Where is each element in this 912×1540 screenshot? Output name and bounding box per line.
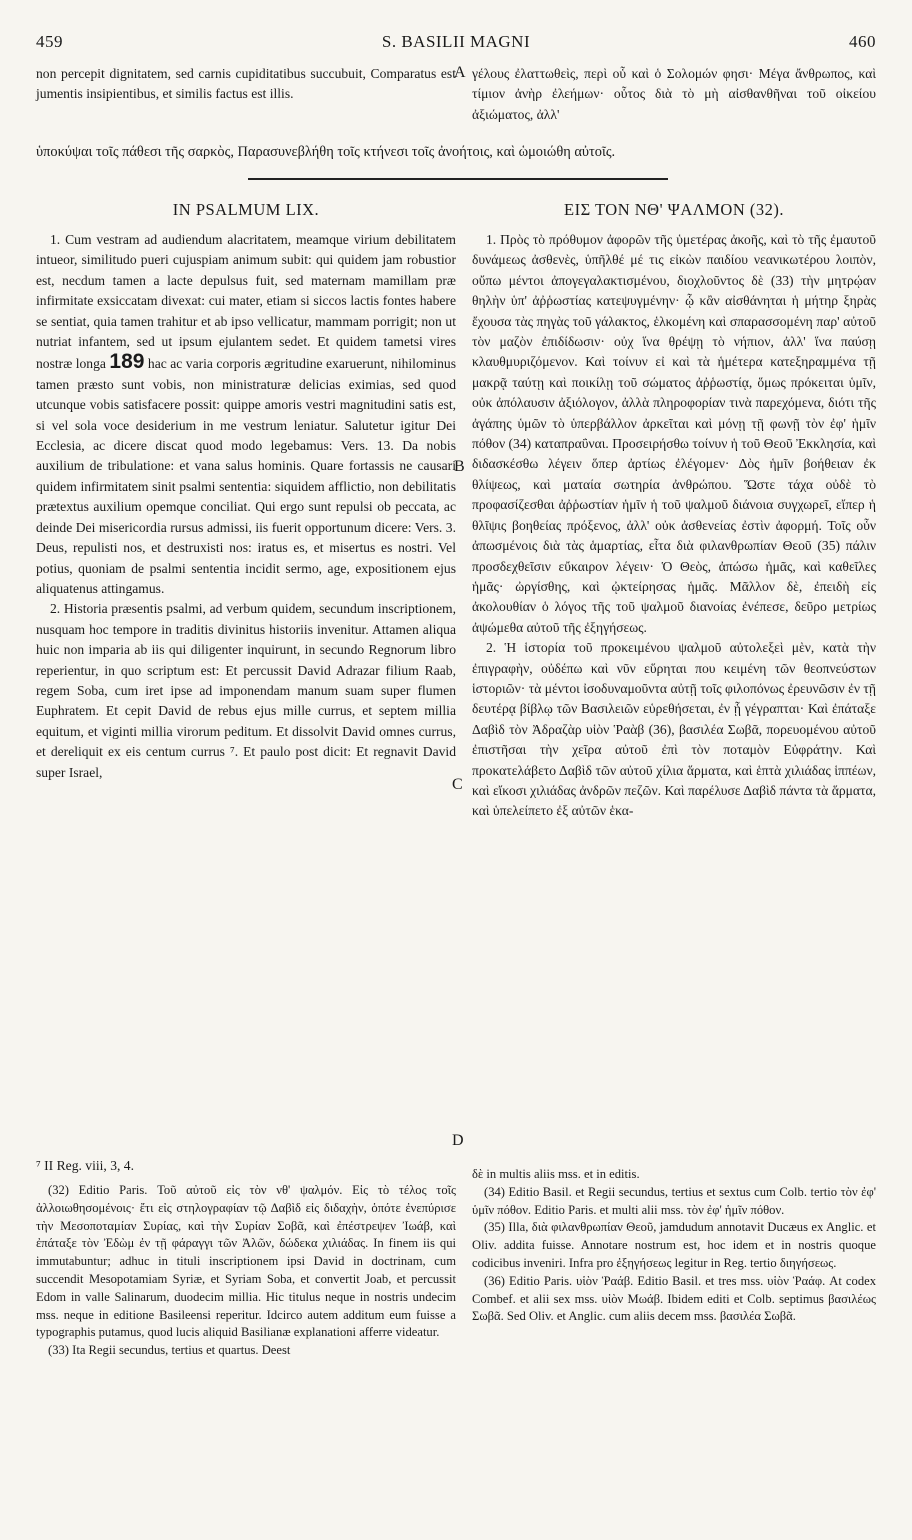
margin-marker-d: D xyxy=(452,1132,464,1149)
margin-marker-a: A xyxy=(454,64,466,81)
section-divider xyxy=(248,178,668,180)
margin-marker-c: C xyxy=(452,776,463,793)
notes-left xyxy=(36,1182,456,1360)
note-32: (32) Editio Paris. Τοῦ αὐτοῦ εἰς τὸν νθ' ψαλμόν. Εἰς τὸ τέλος τοῖς ἀλλοιωθησομένοις· ἔτι εἰς στηλογραφίαν τῷ Δαβὶδ εἰς διδαχὴν, ὁπότε ἐνεπύρισε τὴν Μεσοποταμίαν Συρίας, καὶ τὴν Συρίαν Σοβᾶ, καὶ ἐπέστρεψεν Ἰωάβ, καὶ ἐπάταξε τὸν Ἐδὼμ ἐν τῇ φάραγγι τῶν Ἀλῶν, δώδεκα χιλιάδας. In finem iis qui immutabuntur; adhuc in tituli inscriptionem ipsi David in doctrinam, cum succendit Mesopotamiam Syriæ, et Syriam Soba, et convertit Joab, et percussit Edom in valle Salinarum, duodecim millia. Hic titulus neque in nostris undecim mss. neque in editione Basileensi reperitur. Idcirco autem additum eum fuisse a typographis putamus, quod lucis aliquid Basilianæ explanationi afferre videatur. xyxy=(36,1183,456,1340)
latin-paragraph-1 xyxy=(36,230,456,599)
greek-paragraph-2: 2. Ἡ ἱστορία τοῦ προκειμένου ψαλμοῦ αὐτολεξεὶ μὲν, κατὰ τὴν ἐπιγραφὴν, οὐδέπω καὶ νῦν εὕρηται που κειμένη τῶν θεοπνεύστων ἱστοριῶν· τὰ μέντοι ἰσοδυναμοῦντα αὐτῇ τοῖς φιλοπόνως ἐρευνῶσιν ἐν τῇ δευτέρᾳ βίβλῳ τῶν Βασιλειῶν εὑρεθήσεται, ἐν ᾗ γέγραπται· Καὶ ἐπάταξε Δαβὶδ τὸν Ἀδραζὰρ υἱὸν Ῥαὰβ (36), βασιλέα Σωβᾶ, πορευομένου αὐτοῦ ἐπιστῆσαι τὴν χεῖρα αὐτοῦ ἐπὶ τὸν ποταμὸν Εὐφράτην. Καὶ προκατελάβετο Δαβὶδ τῶν αὐτοῦ χίλια ἅρματα, καὶ ἑπτὰ χιλιάδας ἱππέων, καὶ εἴκοσι χιλιάδας ἀνδρῶν πεζῶν. Καὶ παρέλυσε Δαβὶδ πάντα τὰ ἅρματα, καὶ ὑπελείπετο ἐξ αὐτῶν ἑκα- xyxy=(472,640,876,819)
latin-paragraph-2: 2. Historia præsentis psalmi, ad verbum quidem, secundum inscriptionem, nusquam hoc tempore in traditis divinitus historiis invenitur. Attamen aliqua huic non imparia ab iis qui diligenter inquirunt, in secundo Regnorum libro reperientur, in quo scriptum est: Et percussit David Adrazar filium Raab, regem Soba, cum iret ipse ad imponendam manum suam super flumen Euphratem. Et cepit David de rebus ejus mille currus, et septem millia equitum, et viginti millia virorum peditum. Et dissolvit David omnes currus, et dereliquit ex eis centum currus ⁷. Et paulo post dicit: Et regnavit David super Israel, xyxy=(36,601,456,780)
top-latin-paragraph: non percepit dignitatem, sed carnis cupiditatibus succubuit, Comparatus est jumentis insipientibus, et similis factus est illis. xyxy=(36,66,456,102)
latin-paragraph-1a: 1. Cum vestram ad audiendum alacritatem, meamque virium debilitatem intueor, similitudo pueri cujuspiam animum subit: qui quidem jam robustior est, necdum tamen a lacte depulsus fuit, sed maternam mamillam præ infirmitate exsiccatam divexat: cui mater, etiam si siccos lactis fontes habere se sentiat, quia tamen trahitur et ab ipso vellicatur, mammam porrigit; non ut nutriat infantem, sed ut ipsum ejulantem sedet. Et quidem tametsi vires nostræ longa xyxy=(36,232,456,372)
margin-marker-b: B xyxy=(454,458,465,475)
running-head xyxy=(36,32,876,54)
greek-heading: ΕΙΣ ΤΟΝ ΝΘ' ΨΑΛΜΟΝ (32). xyxy=(564,200,784,219)
running-title: S. BASILII MAGNI xyxy=(381,32,531,51)
top-greek-full-line: ὑποκύψαι τοῖς πάθεσι τῆς σαρκὸς, Παρασυνεβλήθη τοῖς κτήνεσι τοῖς ἀνοήτοις, καὶ ὡμοιώθη αὐτοῖς. xyxy=(36,144,616,160)
note-34: (34) Editio Basil. et Regii secundus, tertius et sextus cum Colb. tertio τὸν ἐφ' ὑμῖν πόθον. Editio Paris. et multi alii mss. τὸν ἐφ' ἡμῖν πόθον. xyxy=(472,1184,876,1217)
latin-heading: IN PSALMUM LIX. xyxy=(172,200,320,219)
notes-right xyxy=(472,1166,876,1326)
scripture-footnote: ⁷ II Reg. viii, 3, 4. xyxy=(36,1158,134,1173)
page-number-left: 459 xyxy=(36,32,63,51)
top-latin-text xyxy=(36,64,456,105)
page-number-right: 460 xyxy=(849,32,876,51)
column-number: 189 xyxy=(109,350,145,374)
note-35: (35) Illa, διὰ φιλανθρωπίαν Θεοῦ, jamdudum annotavit Ducæus ex Anglic. et Oliv. addita fuisse. Annotare nostrum est, hoc idem et in nostris quoque codicibus inveniri. Infra pro ἐξηγήσεως legitur in Reg. tertio διηγήσεως. xyxy=(472,1220,876,1270)
note-36: (36) Editio Paris. υἱὸν Ῥαάβ. Editio Basil. et tres mss. υἱὸν Ῥαάφ. At codex Combef. et alii sex mss. υἱὸν Μωάβ. Ibidem editi et Colb. septimus βασιλέως Σωβᾶ. Sed Oliv. et Anglic. cum aliis decem mss. βασιλέα Σωβᾶ. xyxy=(472,1273,876,1324)
greek-paragraph-1: 1. Πρὸς τὸ πρόθυμον ἀφορῶν τῆς ὑμετέρας ἀκοῆς, καὶ τὸ τῆς ἐμαυτοῦ δυνάμεως ἀσθενὲς, ὑπῆλθέ μέ τις εἰκὼν παιδίου νεανικωτέρου λοιπὸν, οὔπω μέντοι ἀπογεγαλακτισμένου, διοχλοῦντος δὲ (33) τὴν μητρῴαν θηλὴν ὑπ' ἀῤῥωστίας κατεψυγμένην· ᾧ κἂν αἰσθάνηται ἡ μήτηρ ξηρὰς ἔχουσα τὰς πηγὰς τοῦ γάλακτος, ἑλκομένη καὶ σπαρασσομένη παρ' αὐτοῦ τὸν μαζὸν ἐπιδίδωσιν· οὐχ ἵνα θρέψῃ τὸ νήπιον, ἀλλ' ἵνα παύσῃ κλαυθμυριζόμενον. Καὶ τοίνυν εἰ καὶ τὰ ἡμέτερα κατεξηραμμένα τῇ μακρᾷ ταύτῃ καὶ ποικίλῃ τοῦ σώματος ἀῤῥωστίᾳ, ὅμως πρόκειται ὑμῖν, οὐκ ἀπόλαυσιν ἀξιόλογον, ἀλλὰ πληροφορίαν τινὰ παρεχόμενα, διότι τῆς ἀγάπης ὑμῶν τὸ ὑπερβάλλον ἀρκεῖται καὶ μόνῃ τῇ φωνῇ τὸν ἐφ' ἡμῖν πόθον (34) καταπραΰναι. Προσειρήσθω τοίνυν ἡ τοῦ Θεοῦ Ἐκκλησία, καὶ διδασκέσθω λέγειν ὅπερ ἀρτίως ἐλέγομεν· Δὸς ἡμῖν βοήθειαν ἐκ θλίψεως, καὶ ματαία σωτηρία ἀνθρώπου. Ὥστε τάχα οὐδὲ τὸ προφασίζεσθαι ἀῤῥωστίαν ἡμῖν ἡ τοῦ ψαλμοῦ διάνοια συγχωρεῖ, εἴπερ ἡ θλῖψις βοηθείας πρόξενος, ἀλλ' οὐκ ἀσθενείας ἐστὶν ἀφορμή. Τοῖς οὖν ἀπωσμένοις διὰ τὰς ἁμαρτίας, εἶτα διὰ φιλανθρωπίαν Θεοῦ (35) πάλιν προσδεχθεῖσιν εὔκαιρον λέγειν· Ὁ Θεὸς, ἀπώσω ἡμᾶς, καὶ καθεῖλες ἡμᾶς· ὠργίσθης, καὶ ᾠκτείρησας ἡμᾶς. Μᾶλλον δὲ, ἐπειδὴ εἰς ἀκολουθίαν ὁ λόγος τῆς τοῦ ψαλμοῦ διανοίας ἐνέπεσε, δεῦρο μετρίως ἀψώμεθα αὐτοῦ τῆς ἐξηγήσεως. xyxy=(472,232,876,635)
top-greek-paragraph: γέλους ἐλαττωθεὶς, περὶ οὗ καὶ ὁ Σολομών φησι· Μέγα ἄνθρωπος, καὶ τίμιον ἀνὴρ ἐλεήμων· οὗτος διὰ τὸ μὴ αἰσθανθῆναι τοῦ οἰκείου ἀξιώματος, ἀλλ' xyxy=(472,66,876,122)
latin-paragraph-1b: hac ac varia corporis ægritudine exaruerunt, nihilominus tamen præsto sunt vobis, non ministraturæ delicias eximias, sed quod utcunque vobis satisfacere possit: quippe amoris vestri magnitudini satis est, si vel sola voce desiderium in me vestrum leniatur. Salutetur igitur Dei Ecclesia, ac dicere discat quod modo legebamus: Vers. 13. Da nobis auxilium de tribulatione: et vana salus hominis. Quare fortassis ne causari quidem infirmitatem sinit psalmi sententia: siquidem afflictio, non debilitatis prætextus auxilium opemque conciliat. Qui ergo sunt repulsi ob peccata, ac deinde Dei misericordia rursus admissi, iis fuerit opportunum dicere: Vers. 3. Deus, repulisti nos, et destruxisti nos: iratus es, et misertus es nostri. Vel potius, quoniam de psalmi sententia incidit sermo, age, expositionem ejus aliquatenus attingamus. xyxy=(36,356,456,596)
note-33-continued: δὲ in multis aliis mss. et in editis. xyxy=(472,1167,640,1181)
top-greek-text xyxy=(472,64,876,125)
greek-column xyxy=(472,230,876,822)
note-33: (33) Ita Regii secundus, tertius et quartus. Deest xyxy=(48,1343,291,1358)
latin-column xyxy=(36,230,456,783)
